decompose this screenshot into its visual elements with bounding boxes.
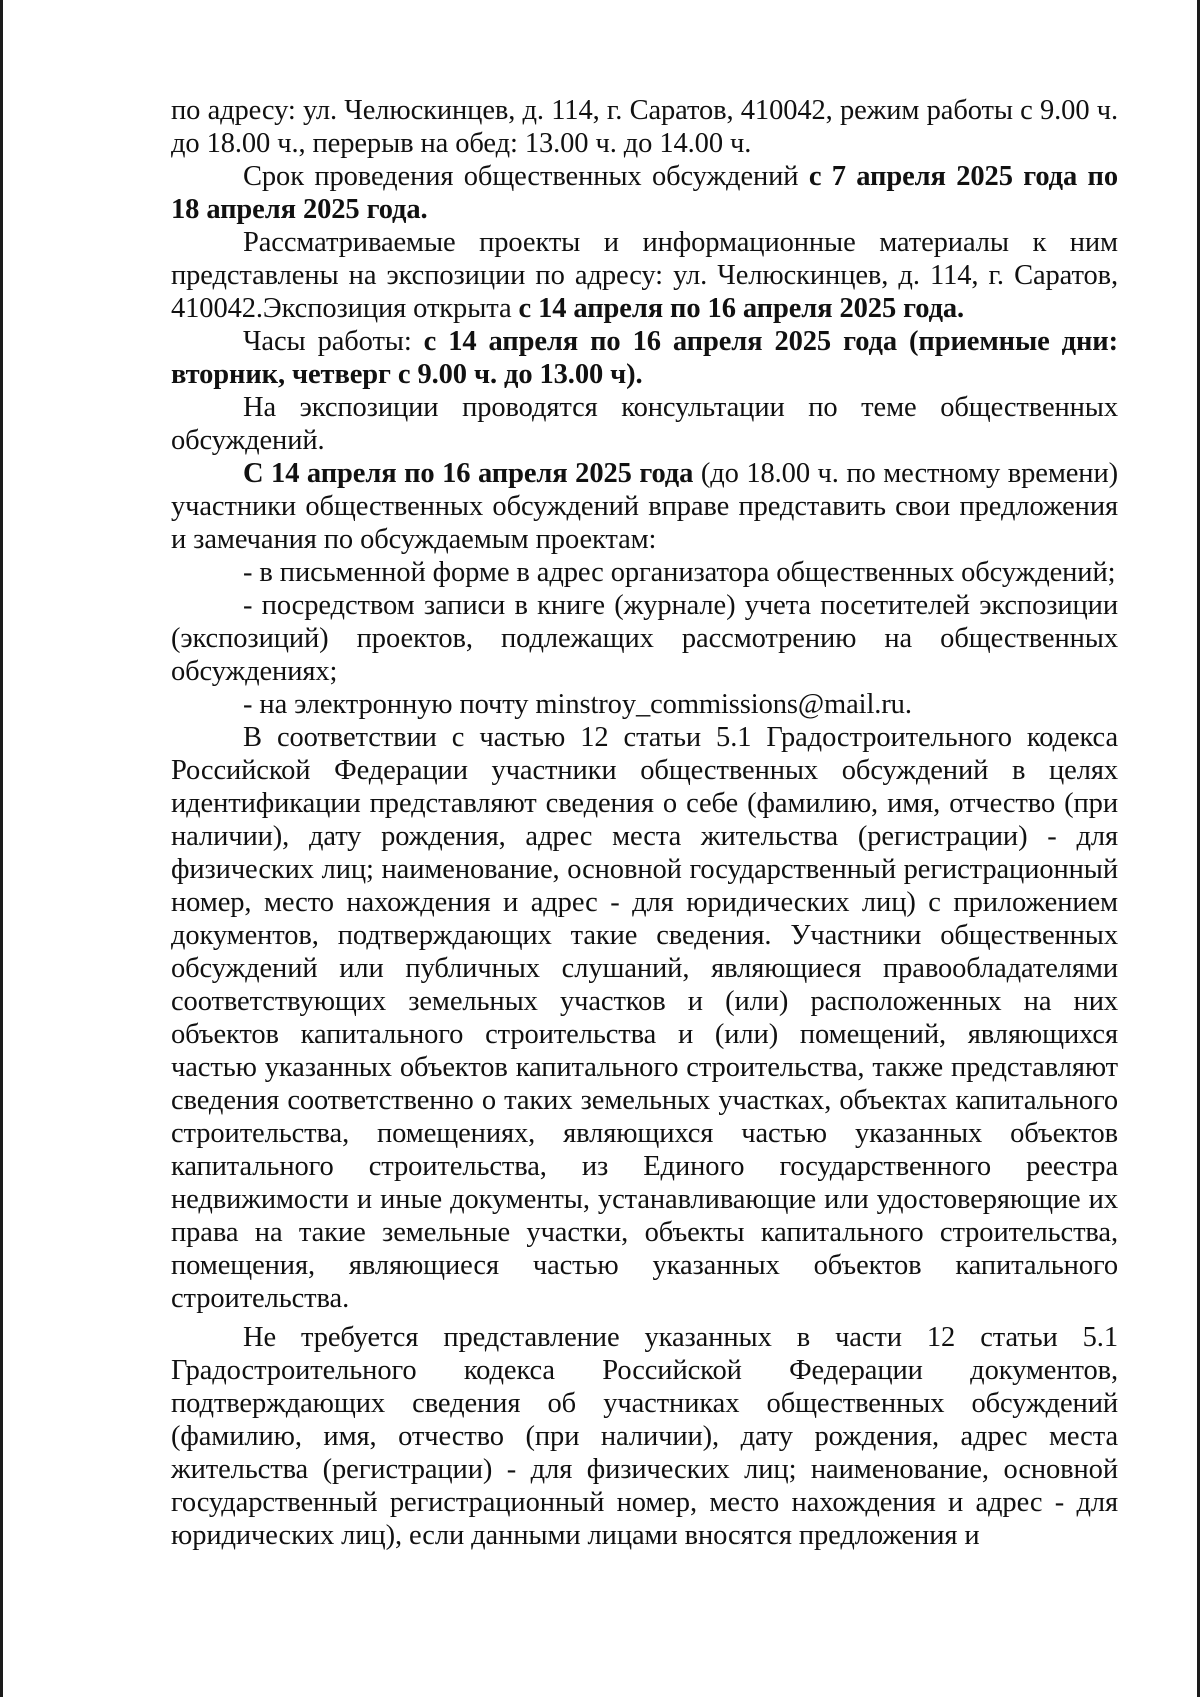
bold-text-run: с 7 апреля 2025 года по 18 апреля 2025 года. [171, 161, 1118, 225]
paragraph-proposals-period [171, 457, 1118, 556]
paragraph-address [171, 94, 1118, 160]
paragraph-identification [171, 721, 1118, 1315]
paragraph-discussion-period [171, 160, 1118, 226]
text-run: - в письменной форме в адрес организатора общественных обсуждений; [243, 557, 1116, 588]
bold-text-run: с 14 апреля по 16 апреля 2025 года. [518, 293, 965, 324]
list-item-visitor-book [171, 589, 1118, 688]
scan-border-left [0, 0, 3, 1697]
list-item-email [171, 688, 1118, 721]
document-body [171, 94, 1118, 1552]
text-run: Не требуется представление указанных в части 12 статьи 5.1 Градостроительного кодекса Российской Федерации документов, подтверждающих сведения об участниках общественных обсуждений (фамилию, имя, отчество (при наличии), дату рождения, адрес места жительства (регистрации) - для физических лиц; наименование, основной государственный регистрационный номер, место нахождения и адрес - для юридических лиц), если данными лицами вносятся предложения и [171, 1322, 1118, 1551]
text-run: - на электронную почту minstroy_commissions@mail.ru. [243, 689, 912, 720]
bold-text-run: С 14 апреля по 16 апреля 2025 года [243, 458, 694, 489]
text-run: Часы работы: [243, 326, 424, 357]
list-item-written-form [171, 556, 1118, 589]
paragraph-consultations [171, 391, 1118, 457]
text-run: В соответствии с частью 12 статьи 5.1 Градостроительного кодекса Российской Федерации участники общественных обсуждений в целях идентификации представляют сведения о себе (фамилию, имя, отчество (при наличии), дату рождения, адрес места жительства (регистрации) - для физических лиц; наименование, основной государственный регистрационный номер, место нахождения и адрес - для юридических лиц) с приложением документов, подтверждающих такие сведения. Участники общественных обсуждений или публичных слушаний, являющиеся правообладателями соответствующих земельных участков и (или) расположенных на них объектов капитального строительства и (или) помещений, являющихся частью указанных объектов капитального строительства, также представляют сведения соответственно о таких земельных участках, объектах капитального строительства, помещениях, являющихся частью указанных объектов капитального строительства, из Единого государственного реестра недвижимости и иные документы, устанавливающие или удостоверяющие их права на такие земельные участки, объекты капитального строительства, помещения, являющиеся частью указанных объектов капитального строительства. [171, 722, 1118, 1314]
text-run: На экспозиции проводятся консультации по теме общественных обсуждений. [171, 392, 1118, 456]
bold-text-run: с 14 апреля по 16 апреля 2025 года (приемные дни: вторник, четверг с 9.00 ч. до 13.00 ч). [171, 326, 1119, 390]
text-run: Срок проведения общественных обсуждений [243, 161, 809, 192]
paragraph-working-hours [171, 325, 1118, 391]
paragraph-no-documents-required [171, 1321, 1118, 1552]
text-run: (до 18.00 ч. по местному времени) участники общественных обсуждений вправе представить свои предложения и замечания по обсуждаемым проектам: [171, 458, 1118, 555]
text-run: по адресу: ул. Челюскинцев, д. 114, г. Саратов, 410042, режим работы с 9.00 ч. до 18.00 ч., перерыв на обед: 13.00 ч. до 14.00 ч. [171, 95, 1118, 159]
paragraph-exposition [171, 226, 1118, 325]
text-run: Рассматриваемые проекты и информационные материалы к ним представлены на экспозиции по адресу: ул. Челюскинцев, д. 114, г. Саратов, 410042.Экспозиция открыта [171, 227, 1118, 324]
text-run: - посредством записи в книге (журнале) учета посетителей экспозиции (экспозиций) проектов, подлежащих рассмотрению на общественных обсуждениях; [171, 590, 1118, 687]
